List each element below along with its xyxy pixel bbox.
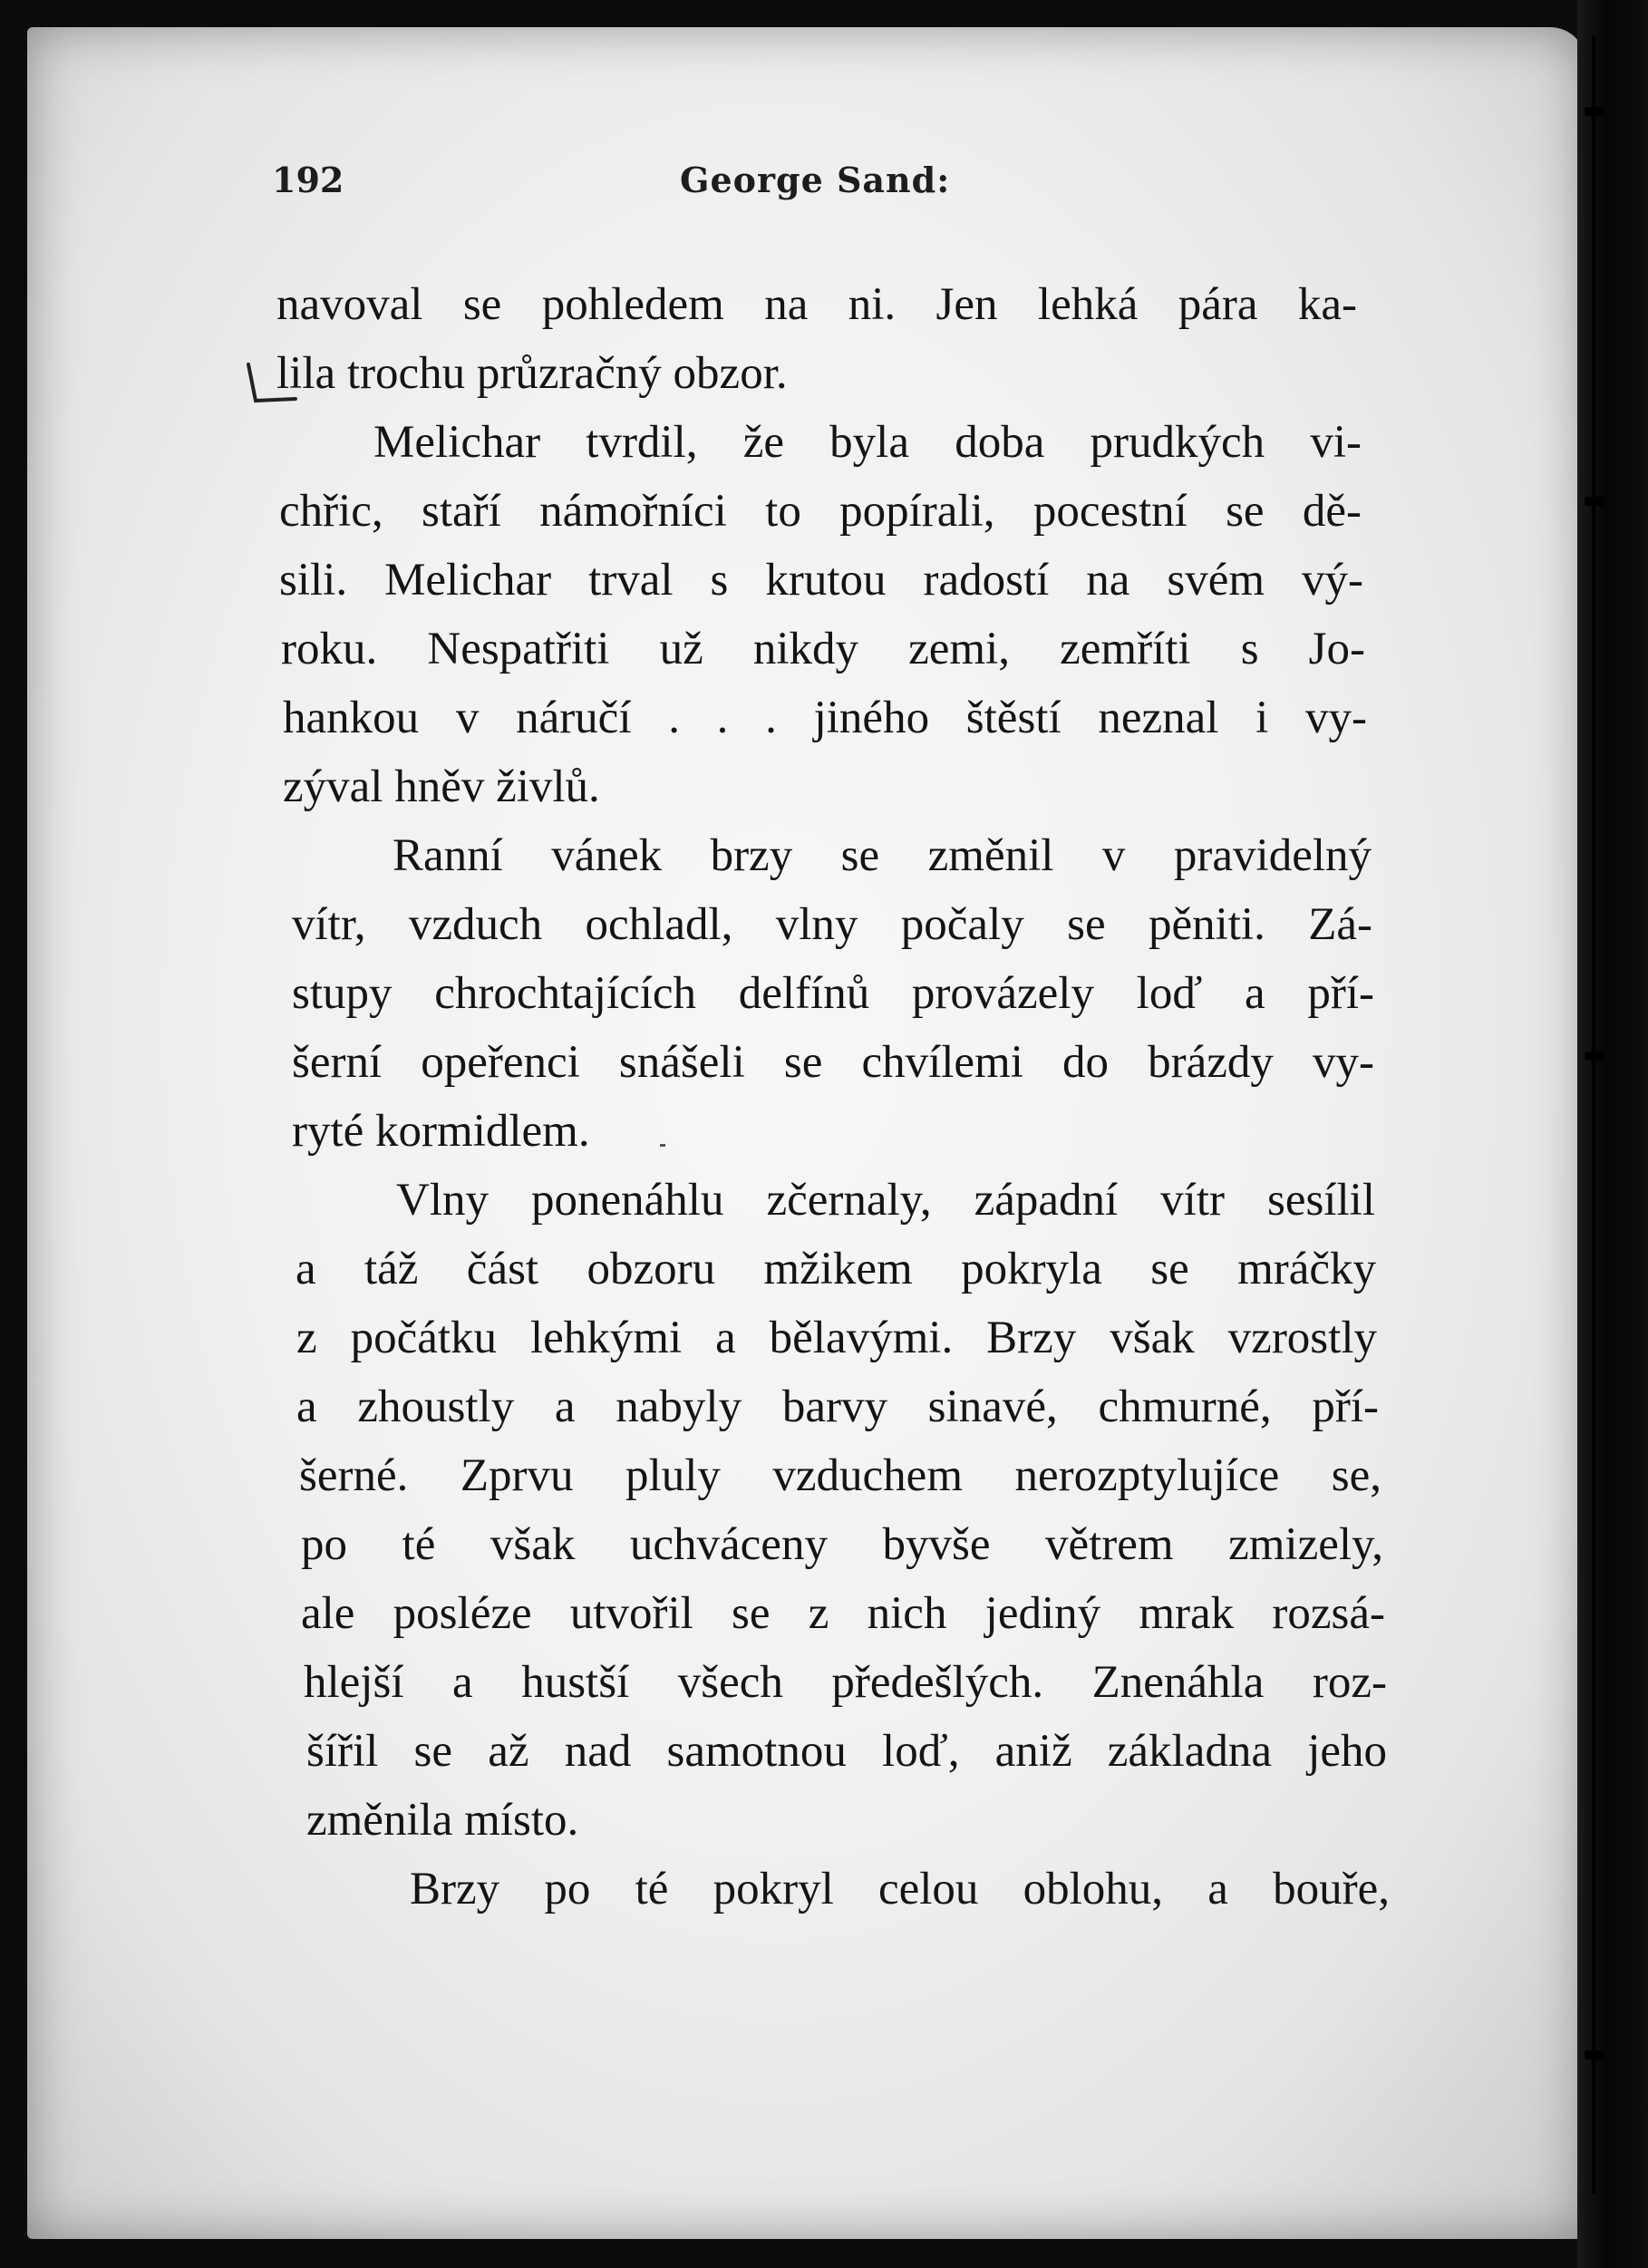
binding-stitch bbox=[1585, 107, 1604, 116]
text-line: hlejší a hustší všech předešlých. Znenáhla roz- bbox=[304, 1657, 1387, 1708]
text-line: a zhoustly a nabyly barvy sinavé, chmurné, pří- bbox=[296, 1381, 1379, 1432]
text-line: chřic, staří námořníci to popírali, pocestní se dě- bbox=[279, 486, 1362, 537]
text-line: po té však uchváceny byvše větrem zmizely, bbox=[301, 1519, 1383, 1570]
text-line: a táž část obzoru mžikem pokryla se mráčky bbox=[296, 1244, 1376, 1294]
text-line: Brzy po té pokryl celou oblohu, a bouře, bbox=[410, 1864, 1390, 1914]
binding-stitch bbox=[1585, 1052, 1604, 1061]
text-line: šířil se až nad samotnou loď, aniž základna jeho bbox=[306, 1726, 1387, 1777]
text-line: šerné. Zprvu pluly vzduchem nerozptylujíce se, bbox=[299, 1450, 1381, 1501]
text-line: ryté kormidlem. bbox=[292, 1106, 590, 1157]
text-line: Melichar tvrdil, že byla doba prudkých vi- bbox=[373, 417, 1362, 468]
text-line: roku. Nespatřiti už nikdy zemi, zemříti s Jo- bbox=[281, 624, 1365, 674]
running-head bbox=[0, 160, 1648, 205]
text-line: ale posléze utvořil se z nich jediný mrak rozsá- bbox=[301, 1588, 1385, 1639]
running-head-title: George Sand: bbox=[680, 160, 951, 200]
binding-stitch bbox=[1585, 497, 1604, 506]
text-line: navoval se pohledem na ni. Jen lehká pára ka- bbox=[276, 279, 1357, 330]
spine-edge bbox=[1592, 36, 1595, 2194]
text-line: zýval hněv živlů. bbox=[283, 761, 600, 812]
binding-stitch bbox=[1585, 2050, 1604, 2060]
text-line: Ranní vánek brzy se změnil v pravidelný bbox=[393, 830, 1372, 881]
text-line: sili. Melichar trval s krutou radostí na svém vý- bbox=[279, 555, 1363, 606]
text-line: vítr, vzduch ochladl, vlny počaly se pěniti. Zá- bbox=[292, 899, 1372, 950]
text-line: hankou v náručí . . . jiného štěstí neznal i vy- bbox=[283, 693, 1367, 743]
text-line: stupy chrochtajících delfínů provázely loď a pří- bbox=[292, 968, 1374, 1019]
page-number: 192 bbox=[272, 160, 344, 200]
text-line: Vlny ponenáhlu zčernaly, západní vítr sesílil bbox=[396, 1175, 1375, 1226]
text-line: z počátku lehkými a bělavými. Brzy však vzrostly bbox=[296, 1313, 1377, 1363]
book-spine bbox=[1577, 0, 1648, 2268]
text-line: šerní opeřenci snášeli se chvílemi do brázdy vy- bbox=[292, 1037, 1374, 1088]
text-line: lila trochu průzračný obzor. bbox=[276, 348, 788, 399]
text-line: změnila místo. bbox=[306, 1795, 579, 1846]
